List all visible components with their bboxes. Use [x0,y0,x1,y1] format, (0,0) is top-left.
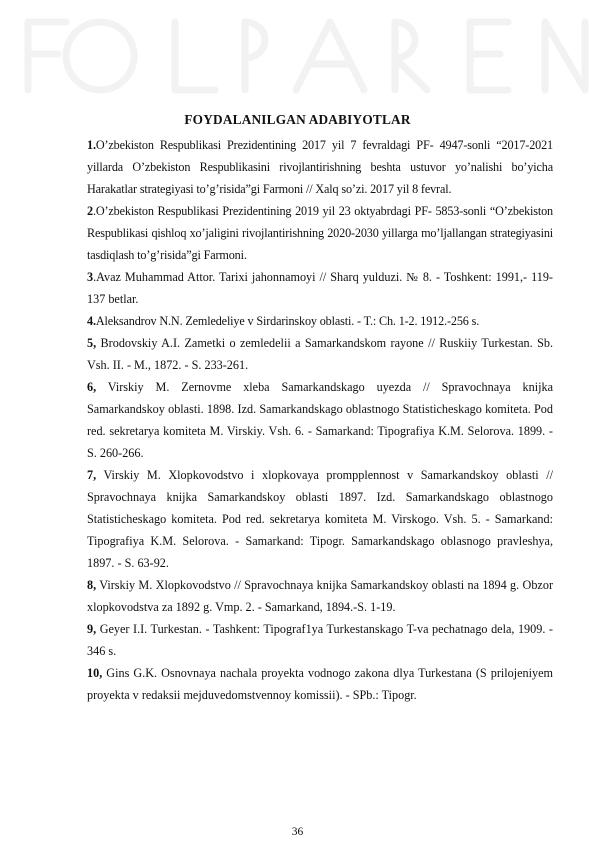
reference-item [87,574,553,618]
reference-item [87,618,553,662]
reference-number: 2 [87,204,93,218]
reference-text: Aleksandrov N.N. Zemledeliye v Sirdarinskoy oblasti. - T.: Ch. 1-2. 1912.-256 s. [95,314,480,328]
reference-number: 5, [87,336,97,350]
reference-item [87,376,553,464]
page-title: FOYDALANILGAN ADABIYOTLAR [184,112,411,127]
reference-number: 9, [87,622,97,636]
reference-item [87,332,553,376]
reference-text: .O’zbekiston Respublikasi Prezidentining 2019 yil 23 oktyabrdagi PF- 5853-sonli “O’zbekiston Respublikasi qishloq xo’jaligini rivojlantirishning 2020-2030 yillarga mo’ljallangan strategiyasini tasdiqlash to’g’risida”gi Farmoni. [87,204,553,262]
reference-number: 10, [87,666,103,680]
reference-number: 4. [87,314,96,328]
reference-text: .Avaz Muhammad Attor. Tarixi jahonnamoyi // Sharq yulduzi. № 8. - Toshkent: 1991,- 119-137 betlar. [87,270,553,306]
reference-number: 1. [87,138,96,152]
reference-list [87,134,553,706]
reference-text: Virskiy M. Xlopkovodstvo i xlopkovaya prompplennost v Samarkandskoy oblasti // Spravochnaya knijka Samarkandskoy oblasti 1897. Izd. Samarkandskago oblastnogo Statisticheskago komiteta. Pod red. sekretarya komiteta M. Virskogo. Vsh. 5. - Samarkand: Tipografiya K.M. Selorova. - Samarkand: Tipogr. Samarkandskago oblasnogo pravleshya, 1897. - S. 63-92. [87,468,553,570]
reference-text: O’zbekiston Respublikasi Prezidentining 2017 yil 7 fevraldagi PF- 4947-sonli “2017-2021 yillarda O’zbekiston Respublikasini rivojlantirishning beshta ustuvor yo’nalishi bo’yicha Harakatlar strategiyasi to’g’risida”gi Farmoni // Xalq so’zi. 2017 yil 8 fevral. [87,138,553,196]
reference-number: 6, [87,380,97,394]
reference-text: Virskiy M. Xlopkovodstvo // Spravochnaya knijka Samarkandskoy oblasti na 1894 g. Obzor xlopkovodstva za 1892 g. Vmp. 2. - Samarkand, 1894.-S. 1-19. [87,578,553,614]
reference-text: Brodovskiy A.I. Zametki o zemledelii a Samarkandskom rayone // Ruskiiy Turkestan. Sb. Vsh. II. - M., 1872. - S. 233-261. [87,336,553,372]
reference-item [87,134,553,200]
reference-number: 3 [87,270,94,284]
reference-item [87,200,553,266]
reference-number: 7, [87,468,97,482]
reference-item [87,266,553,310]
reference-number: 8, [87,578,97,592]
reference-text: Virskiy M. Zernovme xleba Samarkandskago uyezda // Spravochnaya knijka Samarkandskoy oblasti. 1898. Izd. Samarkandskago oblastnogo Statisticheskago komiteta. Pod red. sekretarya komiteta M. Virskiy. Vsh. 6. - Samarkand: Tipografiya K.M. Selorova. 1899. - S. 260-266. [87,380,553,460]
reference-text: Gins G.K. Osnovnaya nachala proyekta vodnogo zakona dlya Turkestana (S prilojeniyem proyekta v redaksii mejduvedomstvennoy komissii). - SPb.: Tipogr. [87,666,553,702]
reference-item [87,464,553,574]
reference-text: Geyer I.I. Turkestan. - Tashkent: Tipograf1ya Turkestanskago T-va pechatnago dela, 1909. - 346 s. [87,622,553,658]
reference-item [87,662,553,706]
reference-item [87,310,553,332]
page-number: 36 [291,826,304,838]
